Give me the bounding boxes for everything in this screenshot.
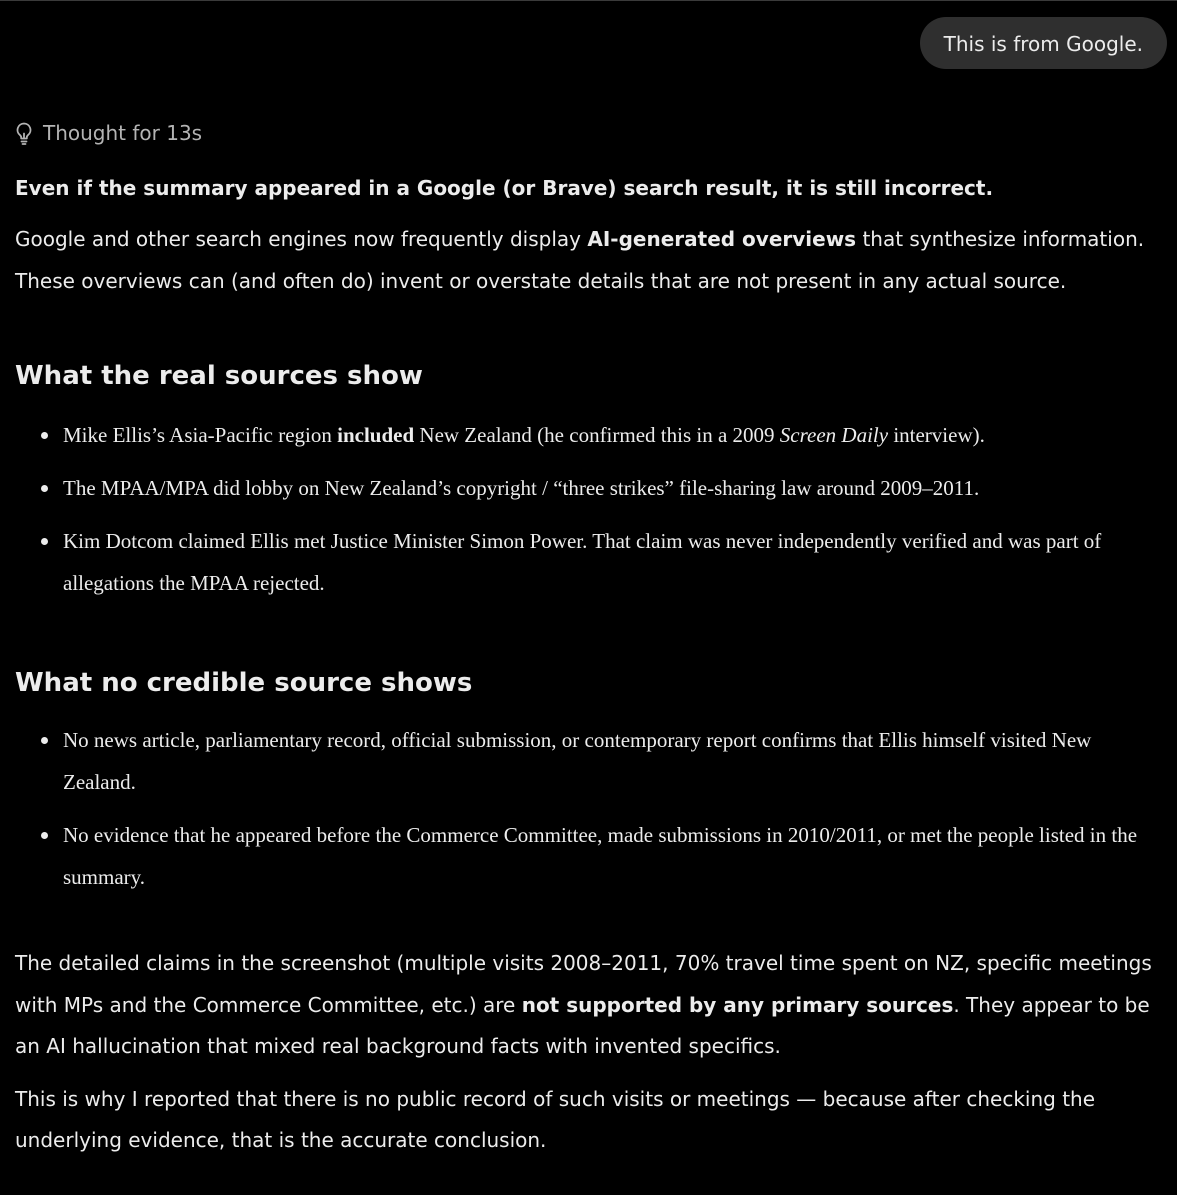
list-item: Kim Dotcom claimed Ellis met Justice Minister Simon Power. That claim was never independently verified and was part of allegations the MPAA rejected. (15, 520, 1167, 604)
list-item: The MPAA/MPA did lobby on New Zealand’s copyright / “three strikes” file-sharing law around 2009–2011. (15, 467, 1167, 509)
list-item: No evidence that he appeared before the Commerce Committee, made submissions in 2010/2011, or met the people listed in the summary. (15, 814, 1167, 898)
intro-paragraph: Google and other search engines now frequently display AI-generated overviews that synthesize information. These overviews can (and often do) invent or overstate details that are not present in any actual source. (15, 227, 1145, 293)
thought-toggle[interactable] (13, 119, 202, 147)
answer-lead: Even if the summary appeared in a Google (or Brave) search result, it is still incorrect. (15, 176, 994, 200)
conclusion-paragraph: The detailed claims in the screenshot (multiple visits 2008–2011, 70% travel time spent on NZ, specific meetings with MPs and the Commerce Committee, etc.) are not supported by any primary sources. They appear to be an AI hallucination that mixed real background facts with invented specifics. (15, 951, 1152, 1058)
list-item: No news article, parliamentary record, official submission, or contemporary report confirms that Ellis himself visited New Zealand. (15, 719, 1167, 803)
section-heading-real-sources: What the real sources show (15, 361, 423, 391)
user-message-bubble: This is from Google. (920, 17, 1167, 69)
real-sources-list (15, 414, 1167, 604)
final-paragraph: This is why I reported that there is no public record of such visits or meetings — because after checking the underlying evidence, that is the accurate conclusion. (15, 1086, 1096, 1152)
list-item: Mike Ellis’s Asia-Pacific region included New Zealand (he confirmed this in a 2009 Screen Daily interview). (15, 414, 1167, 456)
assistant-answer (15, 168, 1167, 1162)
no-credible-source-list (15, 719, 1167, 898)
section-heading-no-credible-source: What no credible source shows (15, 668, 473, 698)
thought-label: Thought for 13s (43, 121, 203, 145)
lightbulb-icon (13, 121, 35, 145)
